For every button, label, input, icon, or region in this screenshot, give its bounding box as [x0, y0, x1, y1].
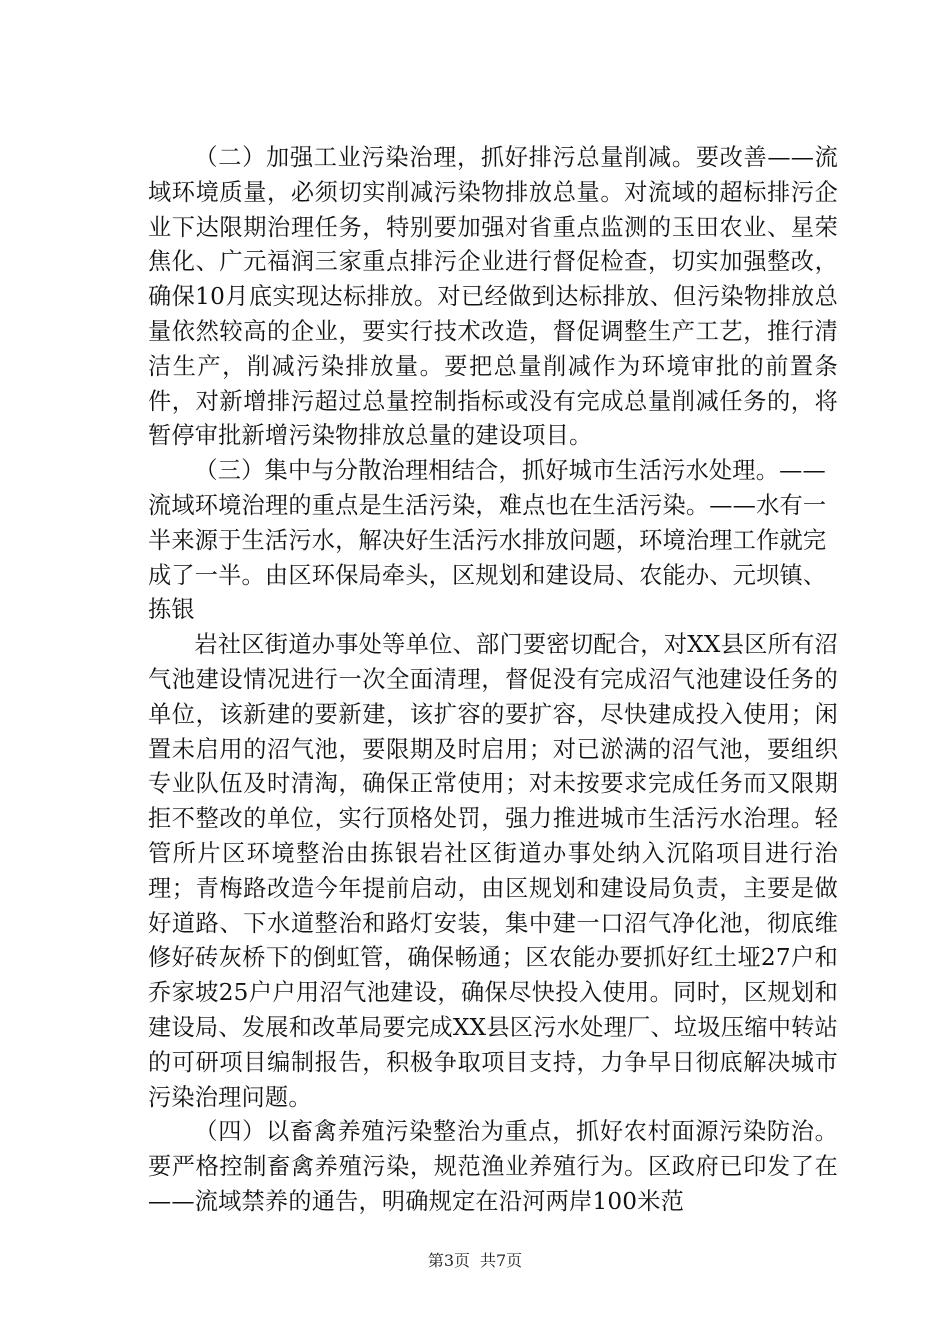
paragraph-livestock-pollution: （四）以畜禽养殖污染整治为重点，抓好农村面源污染防治。要严格控制畜禽养殖污染，规范渔业养殖行为。区政府已印发了在——流域禁养的通告，明确规定在沿河两岸100米范 [148, 1118, 838, 1215]
document-body [148, 141, 838, 1220]
page-number-current: 第3页 [427, 1251, 470, 1270]
page-footer [0, 1251, 950, 1271]
paragraph-industrial-pollution: （二）加强工业污染治理，抓好排污总量削减。要改善——流域环境质量，必须切实削减污染物排放总量。对流域的超标排污企业下达限期治理任务，特别要加强对省重点监测的玉田农业、星荣焦化、广元福润三家重点排污企业进行督促检查，切实加强整改，确保10月底实现达标排放。对已经做到达标排放、但污染物排放总量依然较高的企业，要实行技术改造，督促调整生产工艺，推行清洁生产，削减污染排放量。要把总量削减作为环境审批的前置条件，对新增排污超过总量控制指标或没有完成总量削减任务的，将暂停审批新增污染物排放总量的建设项目。 [148, 144, 838, 450]
paragraph-urban-sewage: （三）集中与分散治理相结合，抓好城市生活污水处理。——流域环境治理的重点是生活污染，难点也在生活污染。——水有一半来源于生活污水，解决好生活污水排放问题，环境治理工作就完成了一半。由区环保局牵头，区规划和建设局、农能办、元坝镇、拣银 [148, 457, 827, 624]
paragraph-biogas-cleanup: 岩社区街道办事处等单位、部门要密切配合，对XX县区所有沼气池建设情况进行一次全面清理，督促没有完成沼气池建设任务的单位，该新建的要新建，该扩容的要扩容，尽快建成投入使用；闲置未启用的沼气池，要限期及时启用；对已淤满的沼气池，要组织专业队伍及时清淘，确保正常使用；对未按要求完成任务而又限期拒不整改的单位，实行顶格处罚，强力推进城市生活污水治理。轻管所片区环境整治由拣银岩社区街道办事处纳入沉陷项目进行治理；青梅路改造今年提前启动，由区规划和建设局负责，主要是做好道路、下水道整治和路灯安装，集中建一口沼气净化池，彻底维修好砖灰桥下的倒虹管，确保畅通；区农能办要抓好红土垭27户和乔家坡25户户用沼气池建设，确保尽快投入使用。同时，区规划和建设局、发展和改革局要完成XX县区污水处理厂、垃圾压缩中转站的可研项目编制报告，积极争取项目支持，力争早日彻底解决城市污染治理问题。 [148, 631, 838, 1111]
page-number-total: 共7页 [480, 1251, 523, 1270]
